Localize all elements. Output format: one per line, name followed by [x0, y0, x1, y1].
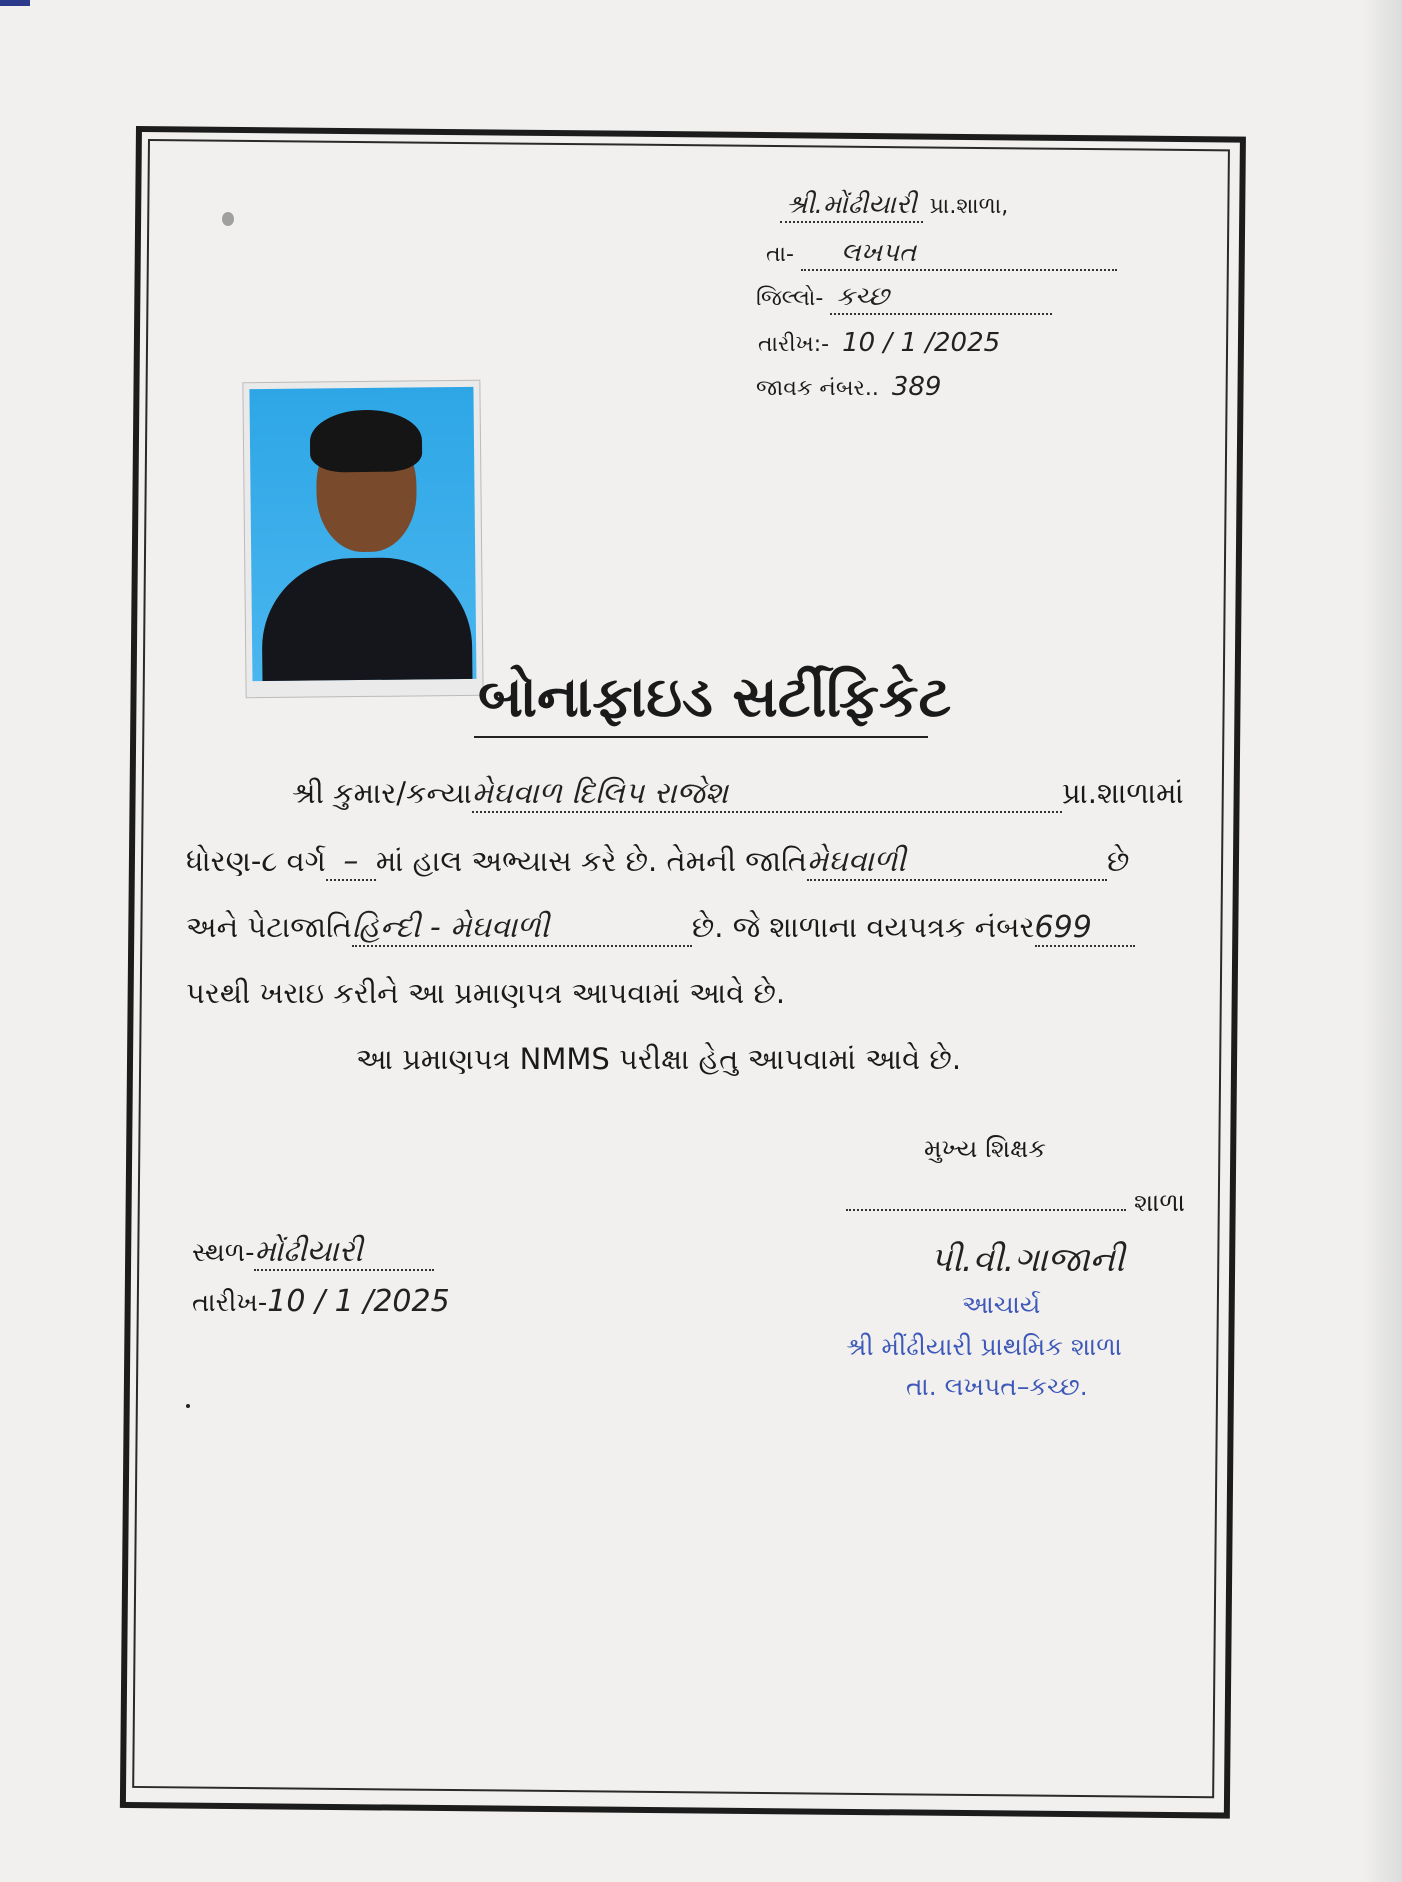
header-school-fill: શ્રી.મોંઢીયારી	[780, 190, 923, 223]
body-register-middle: છે. જે શાળાના વયપત્રક નંબર	[691, 910, 1035, 944]
signature-role: મુખ્ય શિક્ષક	[924, 1134, 1046, 1163]
body-caste-fill: મેઘવાળી	[807, 844, 1107, 881]
photo-shirt	[261, 557, 472, 681]
header-district-label: જિલ્લો-	[756, 286, 824, 311]
body-student-prefix: શ્રી કુમાર/કન્યા	[292, 776, 472, 810]
footer-place-fill: મોંઢીયારી	[254, 1234, 434, 1271]
body-student-suffix: પ્રા.શાળામાં	[1061, 776, 1184, 810]
signature-school-suffix: શાળા	[1133, 1188, 1185, 1217]
title-underline	[474, 736, 928, 738]
stamp-school: શ્રી મીંઢીયારી પ્રાથમિક શાળા	[846, 1332, 1122, 1361]
body-line-1	[292, 776, 1184, 813]
header-date-fill: 10 / 1 /2025	[842, 328, 1001, 358]
signature-handwritten-name: પી.વી.ગાજાની	[930, 1240, 1125, 1280]
header-taluka-fill: લખપત	[801, 238, 1117, 271]
header-school-line	[780, 190, 1008, 223]
body-subcaste-prefix: અને પેટાજાતિ	[186, 910, 352, 944]
header-outward-fill: 389	[891, 372, 942, 402]
header-date-label: તારીખ:-	[758, 332, 830, 357]
student-photo	[242, 380, 483, 698]
body-class-prefix: ધોરણ-૮ વર્ગ	[186, 844, 326, 878]
body-caste-suffix: છે	[1106, 844, 1130, 878]
stray-dot	[186, 1404, 190, 1408]
body-line-5: આ પ્રમાણપત્ર NMMS પરીક્ષા હેતુ આપવામાં આવે છે.	[356, 1042, 962, 1076]
signature-school-blank	[846, 1209, 1126, 1211]
stamp-taluka: તા. લખપત–કચ્છ.	[906, 1372, 1088, 1401]
header-date-line	[758, 328, 1006, 358]
student-photo-image	[249, 387, 476, 681]
body-register-fill: 699	[1035, 910, 1135, 947]
body-subcaste-fill: હિન્દી - મેઘવાળી	[352, 910, 692, 947]
header-outward-label: જાવક નંબર..	[756, 376, 879, 401]
page-edge-shadow	[1362, 0, 1402, 1882]
header-taluka-label: તા-	[766, 242, 794, 267]
body-class-middle: માં હાલ અભ્યાસ કરે છે. તેમની જાતિ	[375, 844, 807, 878]
header-district-line	[756, 282, 1052, 315]
stamp-title: આચાર્ય	[962, 1290, 1041, 1319]
footer-place-label: સ્થળ-	[192, 1238, 255, 1268]
header-outward-line	[756, 372, 947, 402]
header-taluka-line	[766, 238, 1117, 271]
body-class-fill: –	[326, 844, 376, 881]
body-line-3	[186, 910, 1135, 947]
body-line-2	[186, 844, 1129, 881]
header-school-suffix: પ્રા.શાળા,	[929, 194, 1009, 219]
footer-date-fill: 10 / 1 /2025	[267, 1284, 450, 1319]
footer-date-line	[192, 1284, 450, 1319]
body-line-4: પરથી ખરાઇ કરીને આ પ્રમાણપત્ર આપવામાં આવે છે.	[186, 976, 786, 1010]
photo-hair	[310, 409, 423, 472]
body-student-name: મેઘવાળ દિલિપ રાજેશ	[472, 776, 1062, 813]
footer-place-line	[192, 1234, 434, 1271]
signature-school-line	[846, 1188, 1185, 1218]
footer-date-label: તારીખ-	[192, 1288, 268, 1318]
scan-corner-mark	[0, 0, 30, 6]
header-district-fill: કચ્છ	[830, 282, 1052, 315]
certificate-title: બોનાફાઇડ સર્ટીફિકેટ	[478, 664, 952, 730]
